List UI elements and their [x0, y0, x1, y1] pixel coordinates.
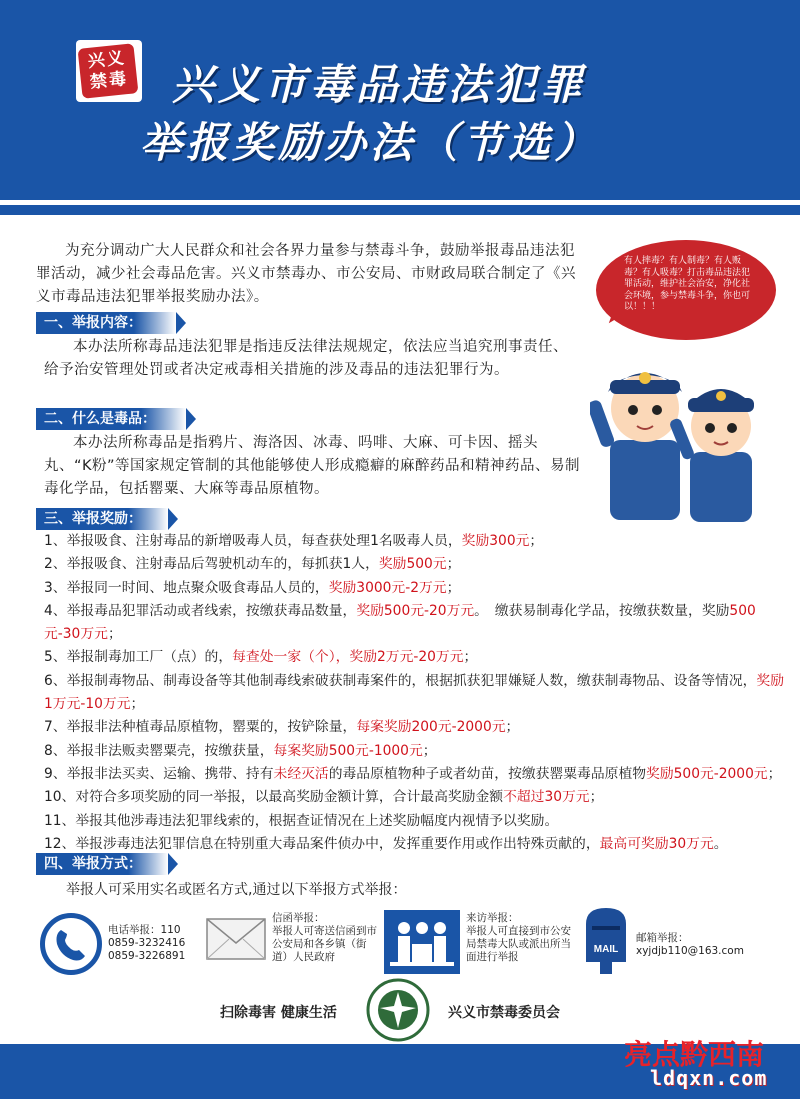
reward-text: 9、举报非法买卖、运输、携带、持有 [44, 765, 274, 782]
slogan: 扫除毒害 健康生活 [220, 1005, 337, 1021]
reward-amount: 奖励300元 [461, 533, 530, 549]
heading-arrow [176, 312, 186, 334]
reward-amount: 500元-30万元 [44, 602, 756, 643]
committee-seal-icon [362, 978, 434, 1042]
reward-item [44, 786, 784, 809]
officer-body-left [610, 440, 680, 520]
section-heading-what-is-drug [36, 408, 186, 430]
reward-amount: 每案奖励500元-1000元 [273, 742, 423, 759]
heading-arrow [168, 853, 178, 875]
reward-amount: 奖励500元-2000元 [646, 765, 768, 782]
visit-label: 来访举报： [466, 912, 519, 924]
reward-item [44, 646, 784, 669]
logo-seal [78, 43, 139, 99]
reward-item [44, 716, 784, 739]
reward-text: 1、举报吸食、注射毒品的新增吸毒人员，每查获处理1名吸毒人员， [44, 533, 462, 549]
reward-text: ； [463, 649, 478, 666]
reward-text: 12、举报涉毒违法犯罪信息在特别重大毒品案件侦办中，发挥重要作用或作出特殊贡献的， [44, 835, 600, 852]
section-heading-label: 二、什么是毒品： [44, 411, 156, 427]
email-address: xyjdjb110@163.com [636, 945, 744, 957]
reward-amount: 每案奖励200元-2000元 [356, 719, 506, 736]
visit-reception-icon [384, 910, 460, 974]
email-report-block [636, 932, 786, 958]
letter-body: 举报人可寄送信函到市公安局和各乡镇（街道）人民政府 [272, 925, 377, 963]
reward-text: 3、举报同一时间、地点聚众吸食毒品人员的， [44, 579, 329, 596]
logo-text: 兴义 禁毒 [86, 48, 129, 93]
mailbox-label: MAIL [593, 944, 619, 955]
page-title-line1: 兴义市毒品违法犯罪 [172, 60, 587, 109]
reward-text: ； [767, 765, 782, 782]
reward-text: 的毒品原植物种子或者幼苗，按缴获罂粟毒品原植物 [328, 765, 647, 782]
page-title-line2: 举报奖励办法（节选） [140, 118, 601, 167]
police-officers-illustration [590, 340, 770, 525]
reward-text: ； [107, 626, 122, 643]
section-heading-report-content [36, 312, 176, 334]
intro-paragraph: 为充分调动广大人民群众和社会各界力量参与禁毒斗争，鼓励举报毒品违法犯罪活动，减少社会毒品危害。兴义市禁毒办、市公安局、市财政局联合制定了《兴义市毒品违法犯罪举报奖励办法》。 [36, 243, 576, 305]
reward-text: 。 缴获易制毒化学品，按缴获数量，奖励 [474, 602, 730, 619]
header-divider-blue [0, 205, 800, 215]
officer-body-right [690, 452, 752, 522]
reward-text: ； [505, 719, 520, 736]
letter-label: 信函举报： [272, 912, 325, 924]
anti-drug-logo [76, 40, 142, 102]
section-heading-label: 一、举报内容： [44, 315, 142, 331]
watermark-url: ldqxn.com [650, 1066, 768, 1090]
reward-text: ； [130, 696, 145, 713]
reward-text: 5、举报制毒加工厂（点）的， [44, 649, 233, 666]
section1-body: 本办法所称毒品违法犯罪是指违反法律法规规定，依法应当追究刑事责任、给予治安管理处罚或者决定戒毒相关措施的涉及毒品的违法犯罪行为。 [44, 339, 568, 378]
reward-amount: 奖励3000元-2万元 [328, 579, 447, 596]
reward-amount: 奖励500元 [378, 556, 447, 573]
reward-item [44, 577, 784, 600]
cap-badge-right [716, 391, 726, 401]
reward-text: ； [422, 742, 437, 759]
section-heading-label: 三、举报奖励： [44, 511, 142, 527]
cap-badge-left [639, 372, 651, 384]
reward-text: 6、举报制毒物品、制毒设备等其他制毒线索破获制毒案件的，根据抓获犯罪嫌疑人数，缴获制毒物品、设备等情况， [44, 672, 757, 689]
envelope-icon [205, 909, 267, 967]
section2-body: 本办法所称毒品是指鸦片、海洛因、冰毒、吗啡、大麻、可卡因、摇头丸、“K粉”等国家规定管制的其他能够使人形成瘾癖的麻醉药品和精神药品、易制毒化学品，包括罂粟、大麻等毒品原植物。 [44, 435, 581, 497]
reward-amount: 未经灭活 [273, 765, 329, 782]
reward-item [44, 600, 784, 647]
phone-label: 电话举报：110 [108, 924, 181, 936]
speech-bubble-text: 有人摔毒？有人制毒？有人贩毒？有人吸毒？打击毒品违法犯罪活动，维护社会治安，净化社会环境，参与禁毒斗争，你也可以！！！ [624, 256, 751, 312]
reward-text: 11、举报其他涉毒违法犯罪线索的，根据查证情况在上述奖励幅度内视情予以奖励。 [44, 812, 559, 829]
phone-icon [40, 913, 102, 975]
methods-intro: 举报人可采用实名或匿名方式,通过以下举报方式举报： [66, 882, 407, 898]
phone-report-block [108, 924, 208, 963]
reward-text: 7、举报非法种植毒品原植物，罂粟的，按铲除量， [44, 719, 357, 736]
reward-text: ； [529, 533, 544, 549]
watermark-text: 亮点黔西南 [624, 1038, 765, 1071]
reward-amount: 每查处一家（个），奖励2万元-20万元 [232, 649, 464, 666]
heading-arrow [186, 408, 196, 430]
reward-amount: 不超过30万元 [503, 789, 590, 806]
reward-text: ； [446, 556, 461, 573]
reward-text: 8、举报非法贩卖罂粟壳，按缴获量， [44, 742, 274, 759]
reward-item [44, 810, 784, 833]
reward-text: 10、对符合多项奖励的同一举报，以最高奖励金额计算，合计最高奖励金额 [44, 789, 504, 806]
letter-report-block [272, 912, 382, 964]
phone-number-2: 0859-3226891 [108, 950, 186, 962]
reward-text: ； [446, 579, 461, 596]
reward-item [44, 530, 784, 553]
reward-text: 。 [713, 835, 728, 852]
visit-body: 举报人可直接到市公安局禁毒大队或派出所当面进行举报 [466, 925, 571, 963]
reward-amount: 奖励1万元-10万元 [44, 672, 785, 713]
email-label: 邮箱举报： [636, 932, 689, 944]
reward-item [44, 740, 784, 763]
reward-item [44, 553, 784, 576]
reward-amount: 奖励500元-20万元 [356, 602, 475, 619]
reward-item [44, 763, 784, 786]
committee-name: 兴义市禁毒委员会 [448, 1005, 560, 1021]
reward-list [44, 530, 784, 856]
reward-text: 4、举报毒品犯罪活动或者线索，按缴获毒品数量， [44, 602, 357, 619]
section-heading-rewards [36, 508, 168, 530]
phone-number-1: 0859-3232416 [108, 937, 186, 949]
reward-text: ； [589, 789, 604, 806]
reward-text: 2、举报吸食、注射毒品后驾驶机动车的，每抓获1人， [44, 556, 379, 573]
section-heading-report-methods [36, 853, 168, 875]
heading-arrow [168, 508, 178, 530]
reward-amount: 最高可奖励30万元 [599, 835, 714, 852]
section-heading-label: 四、举报方式： [44, 856, 142, 872]
visit-report-block [466, 912, 578, 964]
mailbox-icon [580, 904, 632, 974]
reward-item [44, 670, 784, 717]
